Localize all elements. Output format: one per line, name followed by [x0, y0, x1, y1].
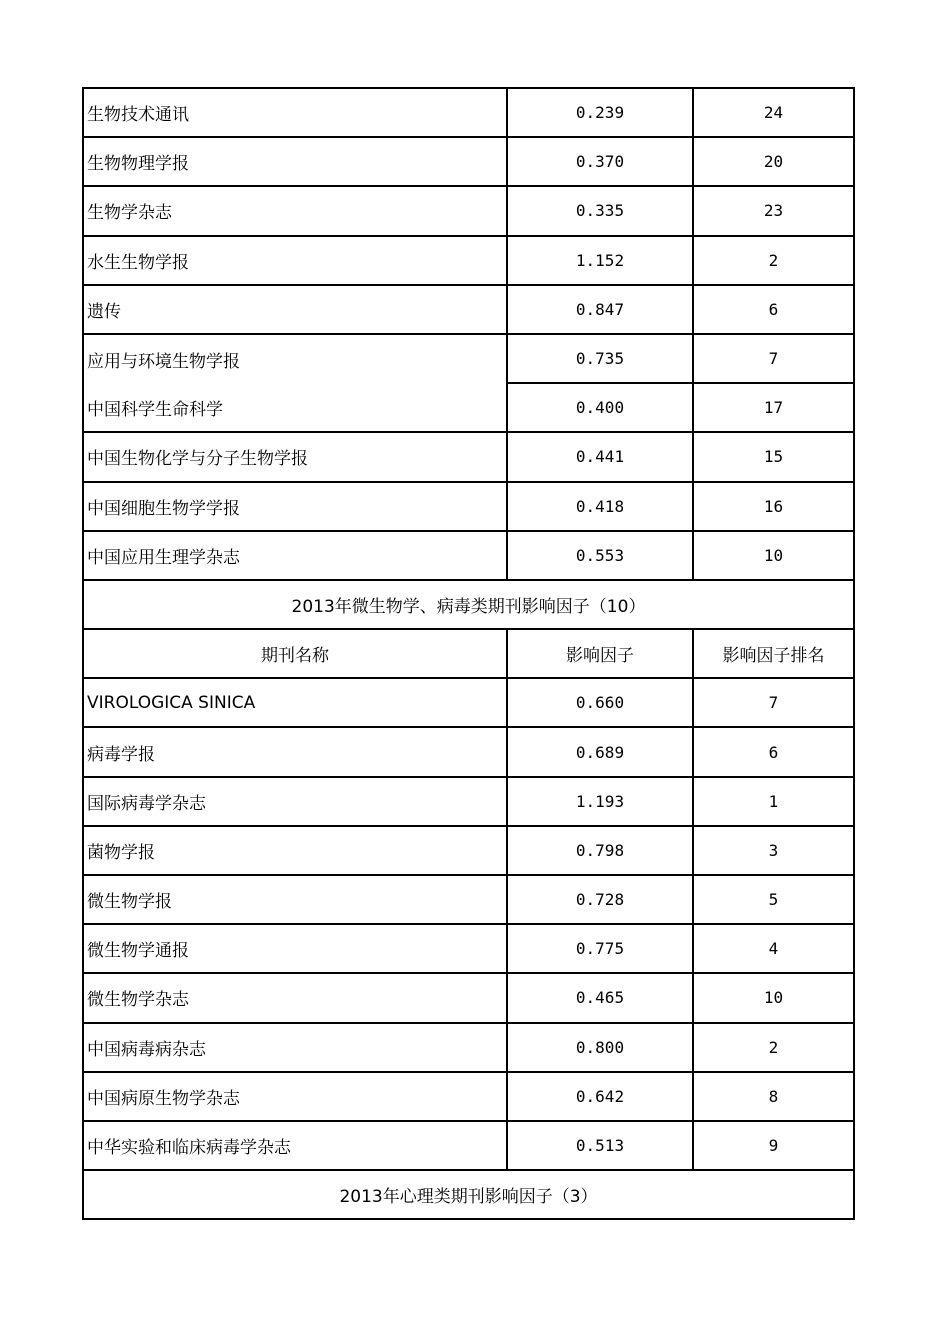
impact-factor: 0.400 — [508, 384, 694, 431]
header-impact-rank: 影响因子排名 — [722, 646, 825, 667]
impact-factor-table — [82, 87, 855, 1220]
journal-name: 中国细胞生物学学报 — [84, 483, 508, 530]
impact-rank: 2 — [768, 250, 779, 270]
table-row — [84, 1024, 853, 1073]
table-row — [84, 187, 853, 236]
table-header-row — [84, 630, 853, 679]
impact-factor: 0.728 — [508, 876, 694, 923]
table-row — [84, 138, 853, 187]
impact-factor: 0.465 — [508, 974, 694, 1021]
impact-rank: 7 — [768, 693, 779, 713]
table-row — [84, 974, 853, 1023]
impact-rank: 6 — [768, 742, 779, 762]
table-row — [84, 728, 853, 777]
table-row — [84, 532, 853, 581]
journal-name: 中国生物化学与分子生物学报 — [84, 433, 508, 480]
impact-rank: 9 — [768, 1136, 779, 1156]
journal-name: 中国科学生命科学 — [84, 384, 508, 431]
impact-factor: 0.735 — [508, 335, 694, 384]
impact-factor: 0.553 — [508, 532, 694, 579]
journal-name: 菌物学报 — [84, 827, 508, 874]
journal-name: 微生物学杂志 — [84, 974, 508, 1021]
impact-rank: 4 — [768, 939, 779, 959]
impact-factor: 0.335 — [508, 187, 694, 234]
impact-rank: 10 — [763, 545, 784, 565]
impact-factor: 0.798 — [508, 827, 694, 874]
journal-name: 遗传 — [84, 286, 508, 333]
section-title-row — [84, 581, 853, 630]
impact-factor: 0.370 — [508, 138, 694, 185]
table-row — [84, 1073, 853, 1122]
header-impact-factor: 影响因子 — [508, 630, 694, 677]
journal-name: 微生物学报 — [84, 876, 508, 923]
journal-name: 水生生物学报 — [84, 237, 508, 284]
table-row — [84, 483, 853, 532]
impact-rank: 24 — [763, 103, 784, 123]
table-row — [84, 433, 853, 482]
journal-name: 生物学杂志 — [84, 187, 508, 234]
impact-rank: 2 — [768, 1037, 779, 1057]
table-row — [84, 89, 853, 138]
impact-factor: 0.418 — [508, 483, 694, 530]
table-row — [84, 335, 853, 384]
impact-factor: 0.775 — [508, 925, 694, 972]
table-row — [84, 827, 853, 876]
impact-factor: 0.847 — [508, 286, 694, 333]
journal-name: 生物物理学报 — [84, 138, 508, 185]
impact-rank: 1 — [768, 791, 779, 811]
header-journal-name: 期刊名称 — [84, 630, 508, 677]
table-row — [84, 679, 853, 728]
impact-factor: 0.800 — [508, 1024, 694, 1071]
journal-name: 中国应用生理学杂志 — [84, 532, 508, 579]
table-row — [84, 778, 853, 827]
table-row — [84, 925, 853, 974]
impact-rank: 3 — [768, 840, 779, 860]
impact-rank: 15 — [763, 447, 784, 467]
impact-rank: 7 — [694, 335, 853, 384]
impact-rank: 20 — [763, 152, 784, 172]
impact-factor: 1.193 — [508, 778, 694, 825]
table-row — [84, 286, 853, 335]
impact-rank: 17 — [763, 398, 784, 418]
impact-rank: 16 — [763, 496, 784, 516]
impact-rank: 5 — [768, 890, 779, 910]
impact-factor: 0.239 — [508, 89, 694, 136]
journal-name: VIROLOGICA SINICA — [84, 679, 508, 726]
table-row — [84, 237, 853, 286]
journal-name: 中国病毒病杂志 — [84, 1024, 508, 1071]
impact-rank: 23 — [763, 201, 784, 221]
journal-name: 病毒学报 — [84, 728, 508, 775]
section-title-row — [84, 1171, 853, 1220]
impact-rank: 8 — [768, 1086, 779, 1106]
impact-rank: 10 — [763, 988, 784, 1008]
journal-name: 生物技术通讯 — [84, 89, 508, 136]
journal-name: 微生物学通报 — [84, 925, 508, 972]
section-title: 2013年心理类期刊影响因子（3） — [339, 1187, 598, 1208]
impact-factor: 0.660 — [508, 679, 694, 726]
journal-name: 中华实验和临床病毒学杂志 — [84, 1122, 508, 1169]
impact-factor: 0.441 — [508, 433, 694, 480]
table-row — [84, 384, 853, 433]
table-row — [84, 876, 853, 925]
impact-factor: 0.513 — [508, 1122, 694, 1169]
impact-factor: 1.152 — [508, 237, 694, 284]
journal-name: 应用与环境生物学报 — [84, 335, 508, 384]
impact-factor: 0.642 — [508, 1073, 694, 1120]
table-row — [84, 1122, 853, 1171]
journal-name: 中国病原生物学杂志 — [84, 1073, 508, 1120]
journal-name: 国际病毒学杂志 — [84, 778, 508, 825]
impact-rank: 6 — [768, 299, 779, 319]
impact-factor: 0.689 — [508, 728, 694, 775]
section-title: 2013年微生物学、病毒类期刊影响因子（10） — [291, 596, 646, 617]
